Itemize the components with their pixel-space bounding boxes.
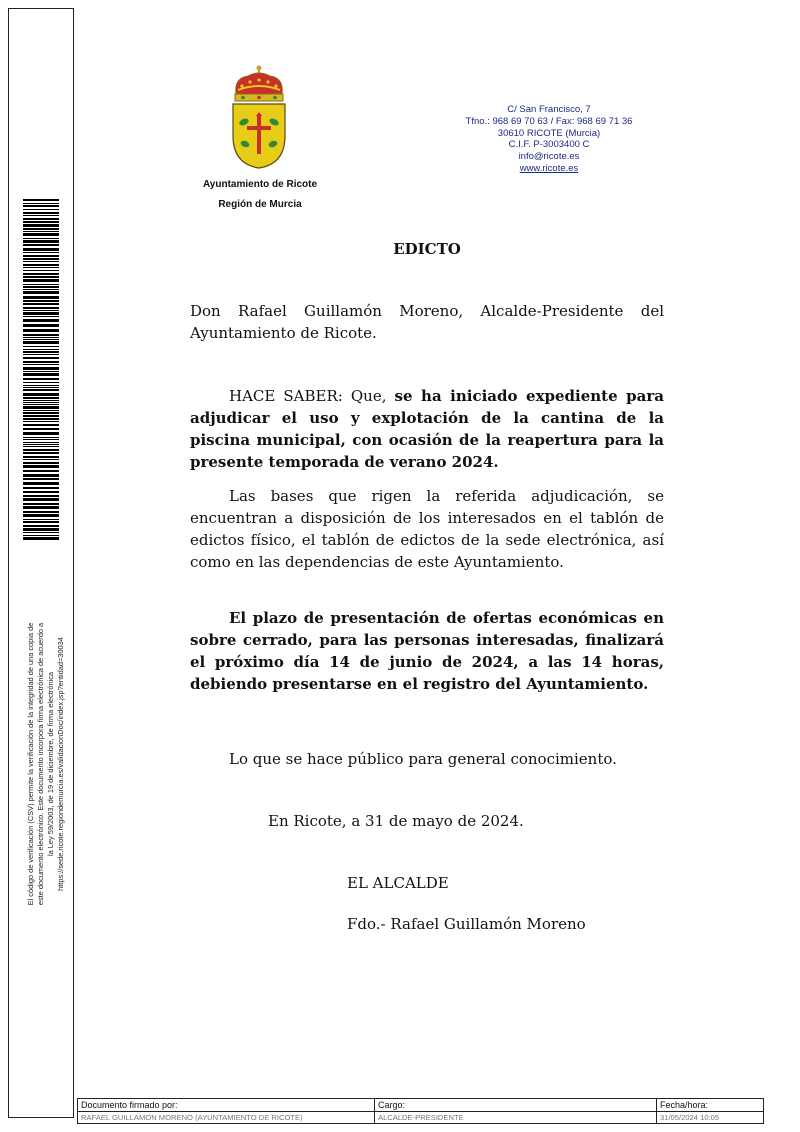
- csv-text-line: https://sede.ricote.regiondemurcia.es/validacionDoc/index.jsp?entidad=30034: [56, 637, 65, 891]
- signer-title: EL ALCALDE: [347, 874, 449, 892]
- contact-city: 30610 RICOTE (Murcia): [497, 127, 601, 139]
- datetime-value: 31/05/2024 10:05: [657, 1111, 763, 1123]
- place-date-line: En Ricote, a 31 de mayo de 2024.: [268, 812, 524, 830]
- contact-cif: C.I.F. P-3003400 C: [508, 139, 590, 151]
- contact-phone-fax: Tfno.: 968 69 70 63 / Fax: 968 69 71 36: [465, 115, 633, 127]
- position-value: ALCALDE-PRESIDENTE: [375, 1111, 656, 1123]
- signer-name: Fdo.- Rafael Guillamón Moreno: [347, 915, 586, 933]
- datetime-label: Fecha/hora:: [660, 1100, 709, 1110]
- intro-paragraph: Don Rafael Guillamón Moreno, Alcalde-Presidente del Ayuntamiento de Ricote.: [190, 302, 664, 342]
- hace-saber-lead: HACE SABER: Que,: [229, 387, 395, 405]
- contact-block: [450, 104, 648, 175]
- position-label: Cargo:: [378, 1100, 406, 1110]
- csv-text-line: este documento electrónico. Este documento incorpora firma electrónica de acuerdo a: [36, 622, 45, 906]
- contact-website-link[interactable]: www.ricote.es: [519, 162, 579, 174]
- datetime-cell: [656, 1099, 763, 1123]
- signed-by-value: RAFAEL GUILLAMON MORENO (AYUNTAMIENTO DE RICOTE): [78, 1111, 374, 1123]
- signed-by-cell: [78, 1099, 374, 1123]
- signature-table: [77, 1098, 764, 1124]
- csv-legal-text: [26, 609, 66, 919]
- hace-saber-bold: se ha iniciado expediente para adjudicar el uso y explotación de la cantina de la piscina municipal, con ocasión de la reapertura para la presente temporada de verano 2024.: [190, 387, 664, 471]
- plazo-paragraph: El plazo de presentación de ofertas económicas en sobre cerrado, para las personas interesadas, finalizará el próximo día 14 de junio de 2024, a las 14 horas, debiendo presentarse en el registro del Ayuntamiento.: [190, 609, 664, 693]
- csv-text-line: la Ley 59/2003, de 19 de diciembre, de firma electrónica: [46, 671, 55, 857]
- csv-verification-strip: [8, 8, 74, 1118]
- contact-email: info@ricote.es: [518, 151, 580, 163]
- signed-by-label: Documento firmado por:: [81, 1100, 178, 1110]
- barcode-image: [23, 199, 59, 541]
- position-cell: [374, 1099, 656, 1123]
- coat-of-arms-logo: [228, 64, 290, 172]
- bases-paragraph: Las bases que rigen la referida adjudicación, se encuentran a disposición de los interesados en el tablón de edictos físico, el tablón de edictos de la sede electrónica, así como en las dependencias de este Ayuntamiento.: [190, 487, 664, 571]
- org-title: Ayuntamiento de Ricote: [202, 179, 318, 190]
- hace-saber-paragraph: [190, 385, 664, 473]
- organization-name: [186, 175, 334, 215]
- contact-address: C/ San Francisco, 7: [507, 104, 591, 115]
- document-title: EDICTO: [393, 240, 461, 258]
- org-region: Región de Murcia: [218, 199, 302, 210]
- csv-text-line: El código de verificación (CSV) permite la verificación de la integridad de una copia de: [26, 622, 35, 906]
- public-notice-line: Lo que se hace público para general conocimiento.: [229, 750, 617, 768]
